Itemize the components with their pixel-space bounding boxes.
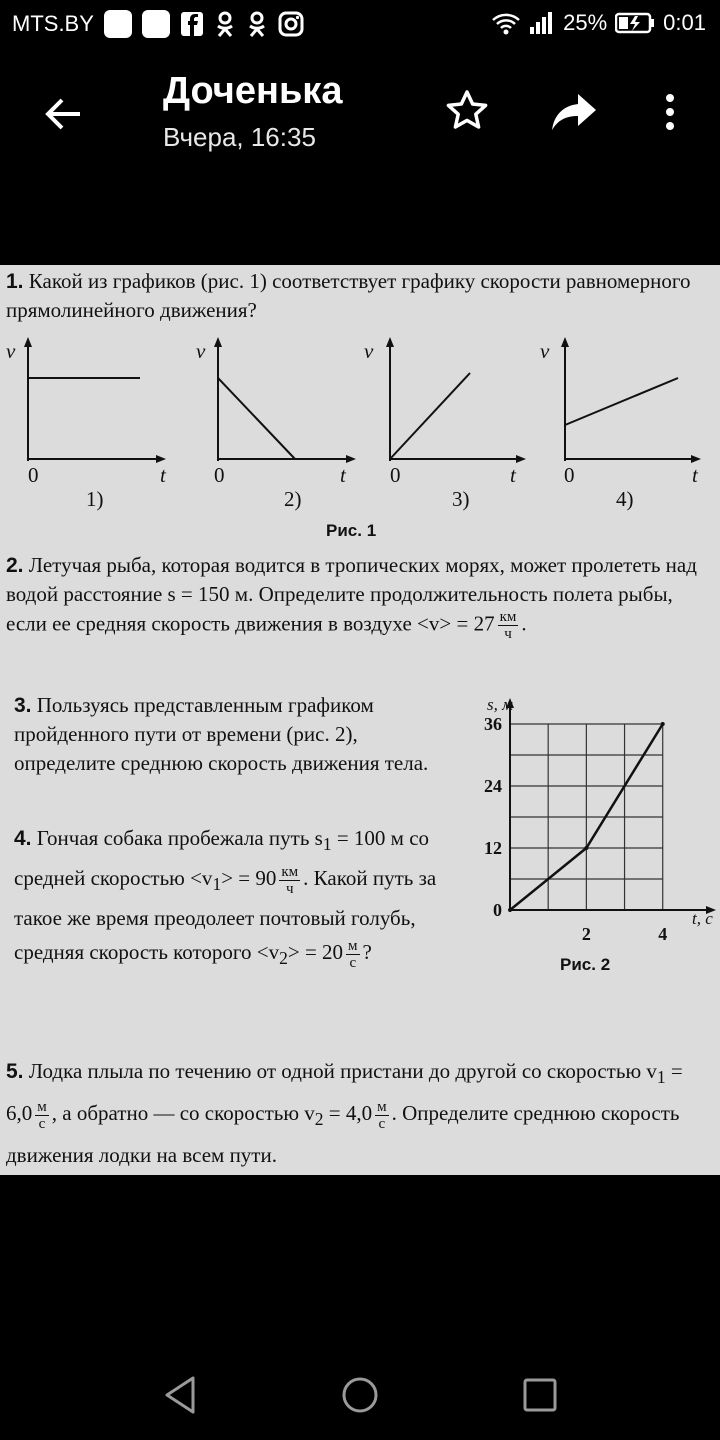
question-2: 2. Летучая рыба, которая водится в тропических морях, может пролететь над водой расстояние s = 150 м. Определите продолжительность полета рыбы, если ее средняя скорость движения в воздухе <v> = 27 $\frac{км}{ч}$ . <box>6 553 697 642</box>
graph-3-origin: 0 <box>390 463 401 487</box>
question-4: 4. Гончая собака пробежала путь $s_1 = 100$ м со средней скоростью $<v_1> = 90$ $\frac{км}{ч}$ . Какой путь за такое же время преодолеет почтовый голубь, средняя скорость которого $<v_2> = 20$ $\frac{м}{с}$ ? <box>14 826 437 972</box>
arrow-left-icon <box>40 90 88 138</box>
star-icon <box>444 88 490 134</box>
triangle-back-icon <box>155 1370 205 1420</box>
graph-1-label: 1) <box>86 487 104 511</box>
question-5: 5. Лодка плыла по течению от одной пристани до другой со скоростью $v_1 = 6,0$ $\frac{м}{с}$ , а обратно — со скоростью $v_2 = 4,0$ $\frac{м}{с}$ . Определите среднюю скорость движения лодки на всем пути. <box>6 1059 683 1168</box>
share-arrow-icon <box>550 90 598 134</box>
data-point <box>661 722 665 726</box>
data-point <box>508 908 512 912</box>
question-1: 1. Какой из графиков (рис. 1) соответствует графику скорости равномерного прямолинейного движения? <box>6 269 691 322</box>
more-vertical-icon <box>652 90 688 134</box>
unit-fraction: $\frac{м}{с}$ <box>377 1098 387 1132</box>
graph-1-origin: 0 <box>28 463 39 487</box>
wifi-icon <box>491 11 521 35</box>
unit-fraction: $\frac{м}{с}$ <box>348 938 358 972</box>
unit-fraction: $\frac{км}{ч}$ <box>499 609 517 642</box>
share-button[interactable] <box>550 90 598 134</box>
instagram-icon <box>278 11 304 37</box>
nav-home-button[interactable] <box>335 1370 385 1420</box>
data-point <box>584 846 588 850</box>
notification-icon <box>142 10 170 38</box>
navigation-bar <box>0 1350 720 1440</box>
status-bar <box>0 0 720 50</box>
circle-home-icon <box>335 1370 385 1420</box>
facebook-icon <box>180 11 204 37</box>
worksheet-photo[interactable] <box>0 265 720 1175</box>
figure-1-caption: Рис. 1 <box>326 521 377 540</box>
odnoklassniki-icon <box>246 11 268 37</box>
chat-title: Доченька <box>163 70 343 112</box>
graph-3-label: 3) <box>452 487 470 511</box>
figure-2-caption: Рис. 2 <box>560 955 611 974</box>
battery-charging-icon <box>615 12 655 34</box>
unit-fraction: $\frac{км}{ч}$ <box>281 863 299 897</box>
graph-1-axis-v: v <box>6 339 16 363</box>
message-timestamp: Вчера, 16:35 <box>163 122 316 152</box>
graph-3-axis-v: v <box>364 339 374 363</box>
carrier-label: MTS.BY <box>12 11 94 36</box>
more-options-button[interactable] <box>652 90 688 134</box>
notification-icon <box>104 10 132 38</box>
clock: 0:01 <box>663 10 706 35</box>
graph-4-origin: 0 <box>564 463 575 487</box>
odnoklassniki-icon <box>214 11 236 37</box>
question-3: 3. Пользуясь представленным графиком пройденного пути от времени (рис. 2), определите среднюю скорость движения тела. <box>14 693 429 775</box>
origin-label: 0 <box>493 900 502 920</box>
unit-fraction: $\frac{м}{с}$ <box>37 1098 47 1132</box>
x-axis-label: t, c <box>692 909 713 928</box>
nav-back-button[interactable] <box>155 1370 205 1420</box>
graph-4-axis-v: v <box>540 339 550 363</box>
graph-4-axis-t: t <box>692 463 698 487</box>
favorite-button[interactable] <box>444 88 490 134</box>
graph-2-axis-v: v <box>196 339 206 363</box>
y-axis-label: s, м <box>487 695 513 714</box>
x-tick-label: 2 <box>581 924 591 944</box>
app-bar <box>0 50 720 170</box>
nav-recents-button[interactable] <box>515 1370 565 1420</box>
signal-icon <box>529 11 555 35</box>
graph-3-axis-t: t <box>510 463 516 487</box>
x-tick-label: 4 <box>658 924 668 944</box>
y-tick-label: 24 <box>484 776 502 796</box>
figure-2-chart <box>462 690 718 960</box>
battery-percent: 25% <box>563 10 608 35</box>
y-tick-label: 36 <box>484 714 502 734</box>
y-tick-label: 12 <box>484 838 502 858</box>
graph-2-axis-t: t <box>340 463 346 487</box>
graph-1-axis-t: t <box>160 463 166 487</box>
figure-1-graphs <box>0 333 720 533</box>
square-recents-icon <box>515 1370 565 1420</box>
graph-2-label: 2) <box>284 487 302 511</box>
graph-2-origin: 0 <box>214 463 225 487</box>
back-button[interactable] <box>40 90 88 138</box>
graph-4-label: 4) <box>616 487 634 511</box>
